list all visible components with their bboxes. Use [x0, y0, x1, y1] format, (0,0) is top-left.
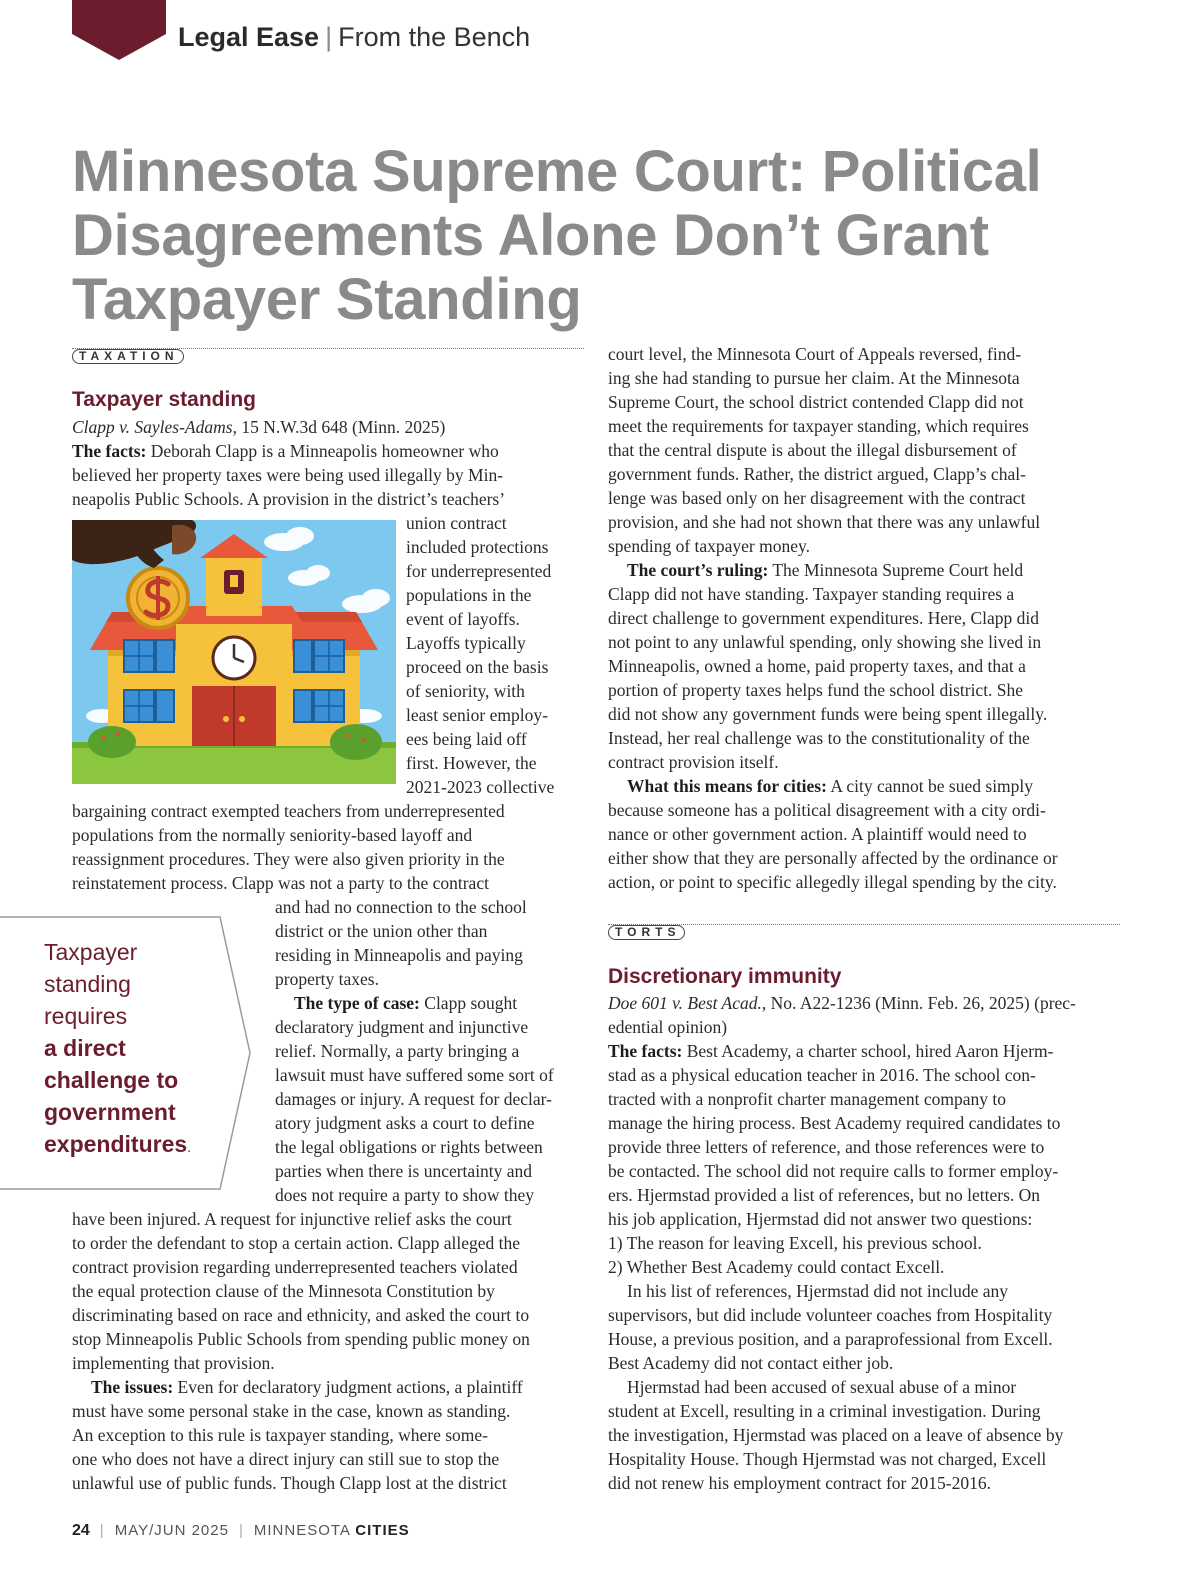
title-line-2: Disagreements Alone Don’t Grant — [72, 203, 989, 268]
title-line-1: Minnesota Supreme Court: Political — [72, 139, 1042, 204]
cities-label: What this means for cities: — [627, 776, 827, 796]
right-column-text-top: court level, the Minnesota Court of Appeals reversed, find- ing she had standing to pursue her claim. At the Minnesota Supreme Court, the school district contended Clapp did not meet the requirements for taxpayer standing, which requires that the central dispute is about the illegal disbursement of government funds. Rather, the district argued, Clapp’s chal- lenge was based only on her disagreement with the contract provision, and she had not shown that there was any unlawful spending of taxpayer money. The court’s ruling: The Minnesota Supreme Court held Clapp did not have standing. Taxpayer standing requires a direct challenge to government expenditures. Here, Clapp did not point to any unlawful spending, only showing she lived in Minneapolis, owned a home, paid property taxes, and that a portion of property taxes helps fund the school district. She did not show any government funds were being spent illegally. Instead, her real challenge was to the constitutionality of the contract provision itself. What this means for cities: A city cannot be sued simply because someone has a political disagreement with a city ordi- nance or other government action. A plaintiff would need to either show that they are personally affected by the ordinance or action, or point to specific allegedly illegal spending by the city. — [608, 344, 1058, 892]
title-line-3: Taxpayer Standing — [72, 267, 582, 332]
wrap-text-column: union contract included protections for underrepresented populations in the event of layoffs. Layoffs typically proceed on the basis of seniority, with least senior employ- ees being laid off first. However, the 2021-2023 collective — [406, 513, 555, 797]
left-full-text-b: have been injured. A request for injunctive relief asks the court to order the defendant to stop a certain action. Clapp alleged the contract provision regarding underrepresented teachers violated the equal protection clause of the Minnesota Constitution by discriminating based on race and ethnicity, and asked the court to stop Minneapolis Public Schools from spending public money on implementing that provision. The issues: Even for declaratory judgment actions, a plaintiff must have some personal stake in the case, known as standing. An exception to this rule is taxpayer standing, where some- one who does not have a direct injury can still sue to stop the unlawful use of public funds. Though Clapp lost at the district — [72, 1209, 530, 1493]
header-separator: | — [325, 22, 333, 52]
facts-label: The facts: — [72, 441, 147, 461]
article-title — [72, 140, 1152, 332]
left-full-text-a: bargaining contract exempted teachers from underrepresented populations from the normally seniority-based layoff and reassignment procedures. They were also given priority in the reinstatement process. Clapp was not a party to the contract — [72, 801, 505, 893]
section-header — [178, 22, 530, 53]
right-facts-label: The facts: — [608, 1041, 683, 1061]
header-subsection: From the Bench — [338, 22, 531, 52]
taxation-tag — [72, 348, 584, 364]
magazine-name-bold: CITIES — [355, 1522, 410, 1539]
taxation-tag-label: TAXATION — [72, 349, 184, 364]
taxpayer-standing-subhead: Taxpayer standing — [72, 388, 256, 411]
ruling-label: The court’s ruling: — [627, 560, 769, 580]
corner-tab-shape — [72, 0, 166, 60]
pull-quote: Taxpayer standing requires a direct challenge to government expenditures. — [44, 939, 192, 1157]
page-footer: 24 | MAY/JUN 2025 | MINNESOTA CITIES — [72, 1522, 410, 1539]
right-column-text-bottom: Doe 601 v. Best Acad., No. A22-1236 (Minn. Feb. 26, 2025) (prec- edential opinion) The facts: Best Academy, a charter school, hired Aaron Hjerm- stad as a physical education teacher in 2016. The school con- tracted with a nonprofit charter management company to manage the hiring process. Best Academy required candidates to provide three letters of reference, and those references were to be contacted. The school did not require calls to former employ- ers. Hjermstad provided a list of references, but no letters. On his job application, Hjermstad did not answer two questions: 1) The reason for leaving Excell, his previous school. 2) Whether Best Academy could contact Excell. In his list of references, Hjermstad did not include any supervisors, but did include volunteer coaches from Hospitality House, a previous position, and a paraprofessional from Excell. Best Academy did not contact either job. Hjermstad had been accused of sexual abuse of a minor student at Excell, resulting in a criminal investigation. During the investigation, Hjermstad was placed on a leave of absence by Hospitality House. Though Hjermstad was not charged, Excell did not renew his employment contract for 2015-2016. — [608, 993, 1076, 1493]
header-section: Legal Ease — [178, 22, 320, 52]
discretionary-immunity-subhead: Discretionary immunity — [608, 965, 842, 988]
page-number: 24 — [72, 1522, 90, 1539]
issue-date: MAY/JUN 2025 — [114, 1522, 229, 1539]
torts-tag-label: TORTS — [608, 925, 685, 940]
torts-tag — [608, 924, 1120, 940]
type-of-case-label: The type of case: — [294, 993, 420, 1013]
doe-case-name: Doe 601 v. Best Acad. — [608, 993, 762, 1013]
left-narrow-text: and had no connection to the school district or the union other than residing in Minneapolis and paying property taxes. The type of case: Clapp sought declaratory judgment and injunctive relief. Normally, a party bringing a lawsuit must have suffered some sort of damages or injury. A request for declar- atory judgment asks a court to define the legal obligations or rights between parties when there is uncertainty and does not require a party to show they — [275, 897, 554, 1205]
case-name: Clapp v. Sayles-Adams — [72, 417, 233, 437]
issues-label: The issues: — [91, 1377, 174, 1397]
magazine-name: MINNESOTA — [253, 1522, 356, 1539]
school-illustration — [72, 520, 396, 784]
left-intro-text: Clapp v. Sayles-Adams, 15 N.W.3d 648 (Minn. 2025) The facts: Deborah Clapp is a Minneapolis homeowner who believed her property taxes were being used illegally by Min- neapolis Public Schools. A provision in the district’s teachers’ — [72, 417, 506, 509]
